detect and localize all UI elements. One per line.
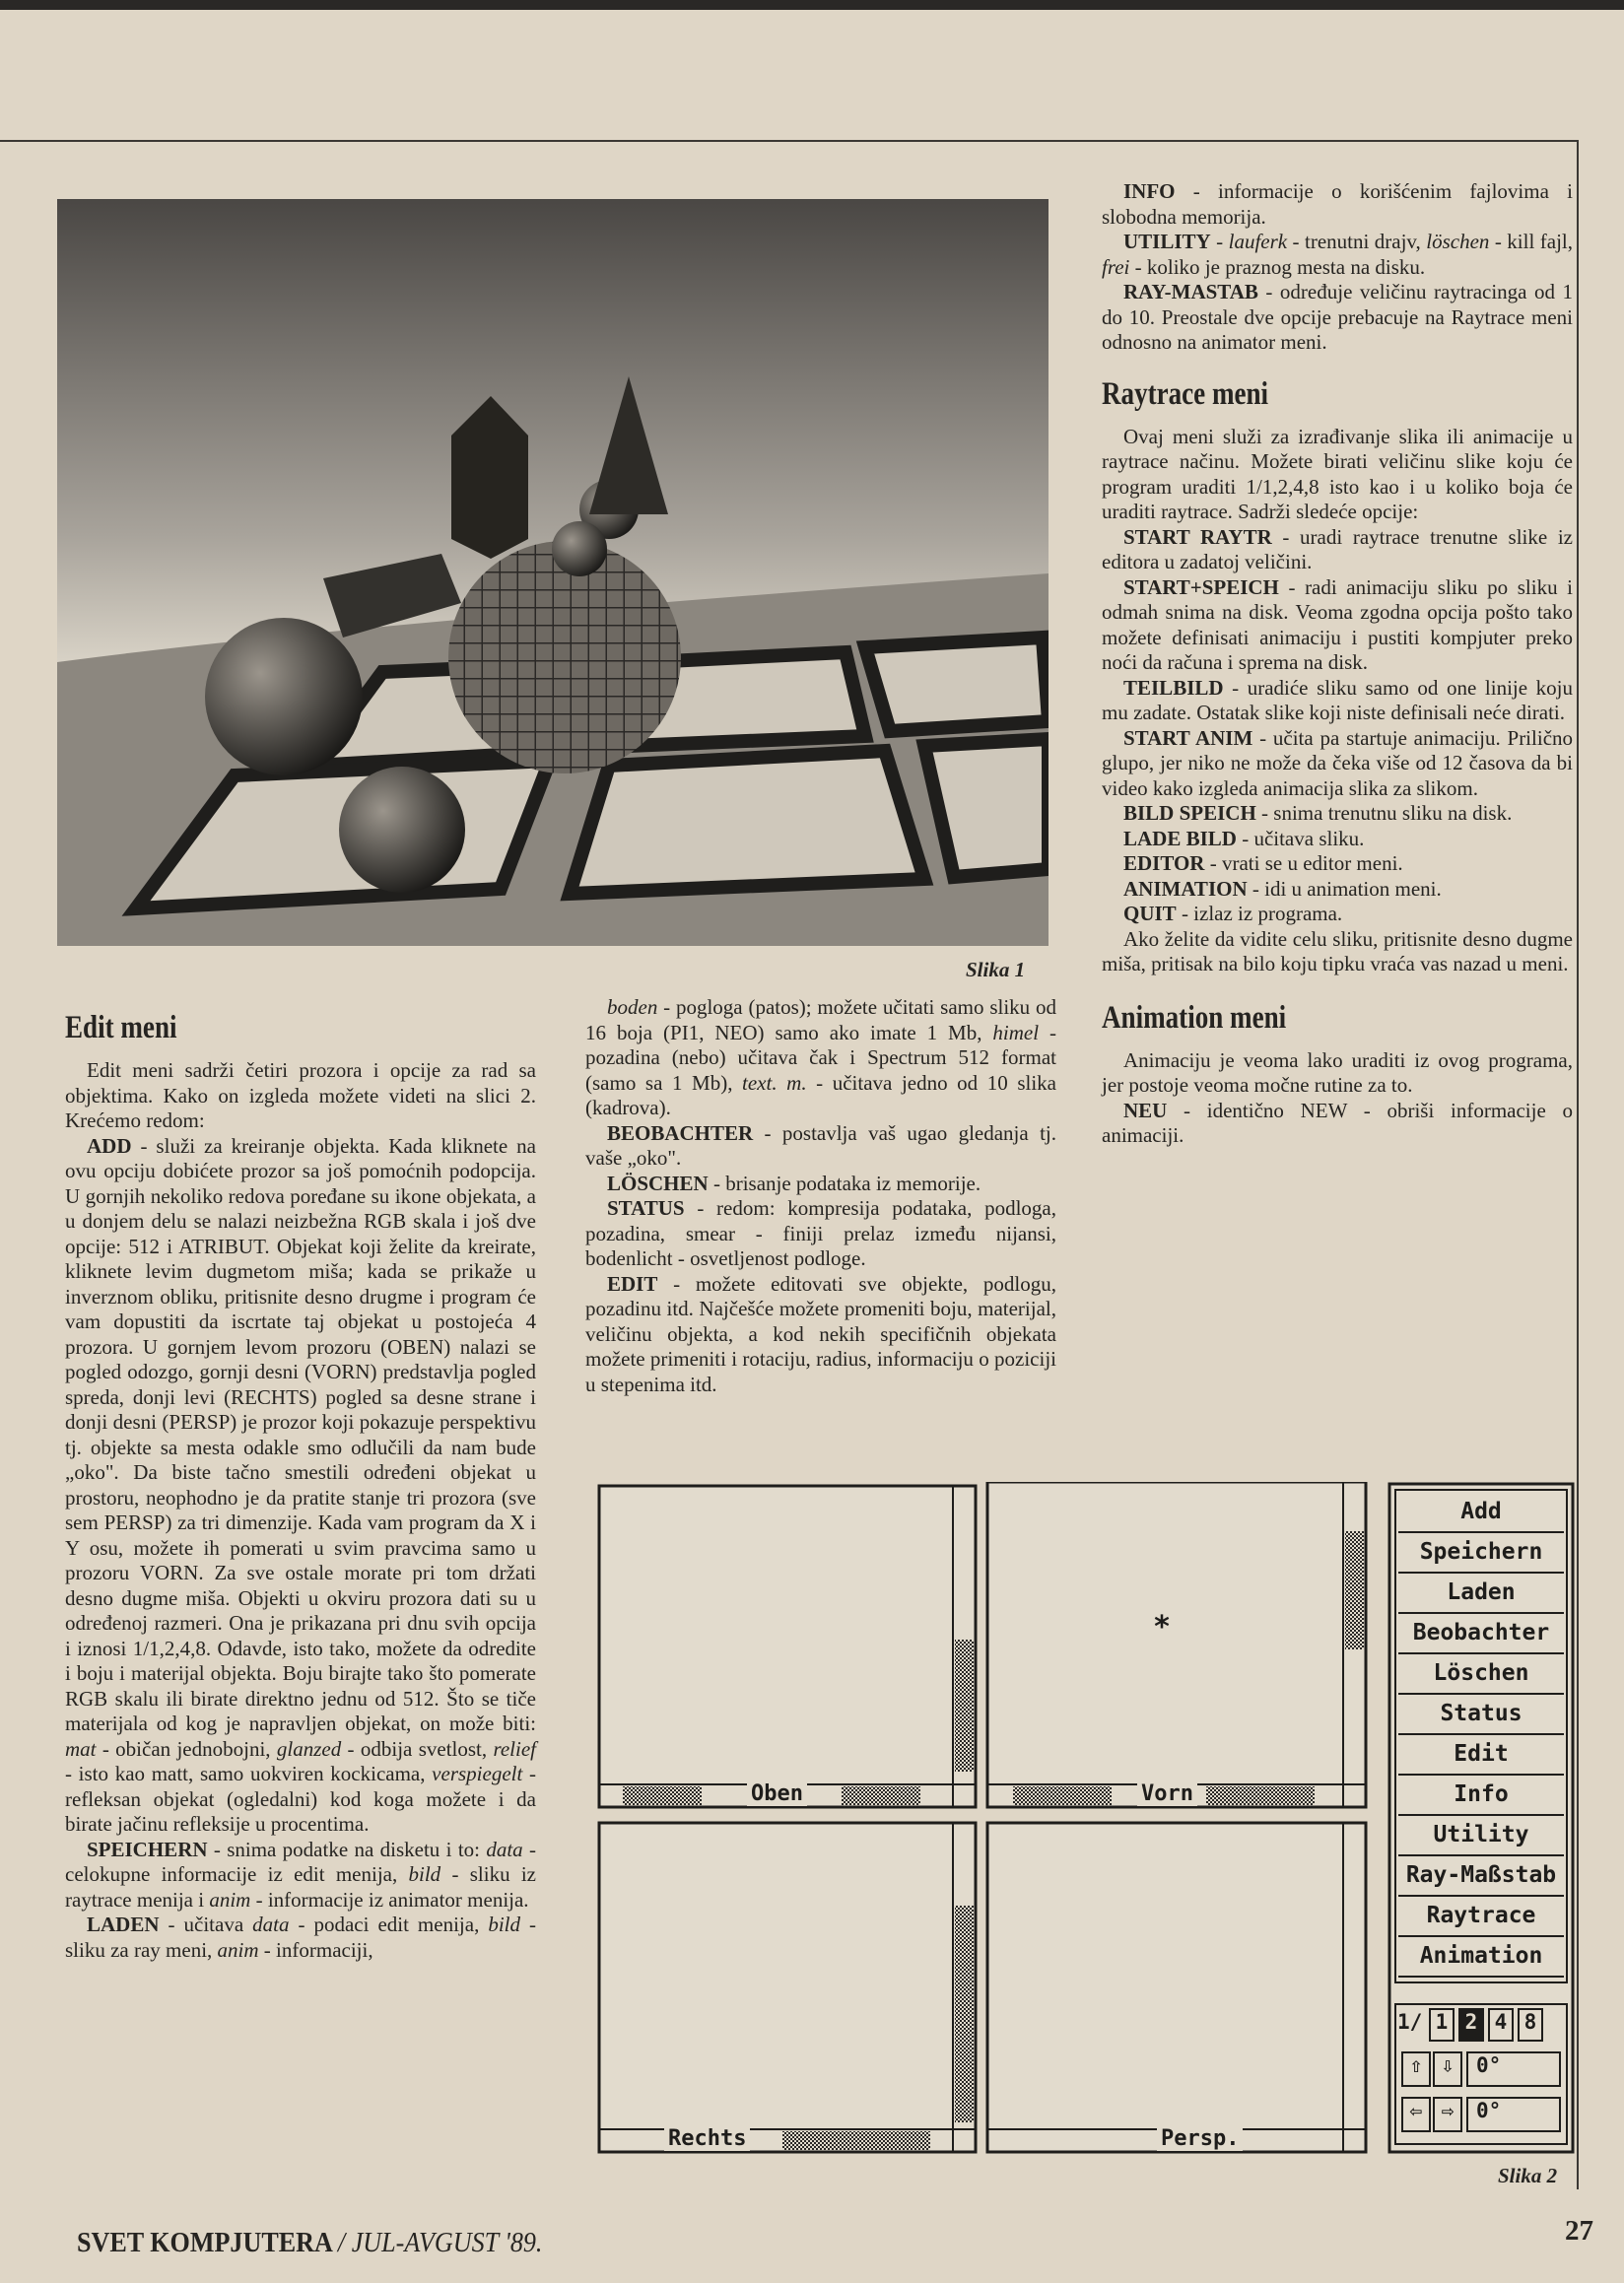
- footer-magazine: [77, 2227, 542, 2259]
- magazine-issue: / JUL-AVGUST '89.: [337, 2227, 543, 2258]
- text-run: - učita pa startuje animaciju. Prilično glupo, jer niko ne može da čeka više od 12 časova da bi video kako izgleda animacija slika za slikom.: [1102, 725, 1574, 800]
- paragraph: [1102, 902, 1573, 927]
- page-number: 27: [1565, 2215, 1593, 2247]
- emphasis: anim: [209, 1887, 251, 1912]
- animation-section-text: [1102, 1048, 1573, 1149]
- keyword: LADE BILD: [1123, 826, 1237, 850]
- menu-item-0[interactable]: Add: [1398, 1492, 1564, 1533]
- text-run: - idi u animation meni.: [1247, 876, 1442, 901]
- text-run: - identično NEW - obriši informacije o animaciji.: [1102, 1098, 1573, 1147]
- keyword: EDITOR: [1123, 851, 1205, 875]
- scale-prefix: 1/: [1397, 2010, 1423, 2034]
- angle-value-2: 0°: [1466, 2097, 1561, 2132]
- text-run: - izlaz iz programa.: [1176, 902, 1343, 925]
- emphasis: bild: [408, 1862, 441, 1886]
- keyword: START ANIM: [1123, 725, 1253, 750]
- paragraph: [1102, 827, 1573, 852]
- text-run: -: [1210, 230, 1229, 253]
- text-run: - pozadina (nebo) učitava čak i Spectrum 512 format (samo sa 1 Mb),: [585, 1020, 1056, 1095]
- window-rechts-title[interactable]: Rechts: [664, 2127, 750, 2151]
- scale-option-1[interactable]: 2: [1458, 2008, 1484, 2042]
- emphasis: anim: [217, 1937, 259, 1962]
- text-run: - podaci edit menija,: [289, 1913, 489, 1936]
- paragraph: [65, 1134, 536, 1838]
- page-frame-right: [1577, 140, 1579, 2189]
- text-run: Ovaj meni služi za izrađivanje slika ili animacije u raytrace načinu. Možete birati veličinu slike koju će program uraditi 1/1,2,4,8 isto kao i u koliko boja će uraditi raytrace. Sadrži sledeće opcije:: [1102, 424, 1573, 523]
- keyword: ADD: [87, 1133, 132, 1158]
- text-run: - informacije o korišćenim fajlovima i slobodna memorija.: [1102, 179, 1573, 229]
- paragraph: [585, 1272, 1056, 1398]
- text-run: - služi za kreiranje objekta. Kada kliknete na ovu opciju dobićete prozor sa još pomoćnih podopcija. U gornjih nekoliko redova poređane su ikone objekata, a u donjem delu se nalazi neizbežna RGB skala i još dve opcije: 512 i ATRIBUT. Objekat koji želite da kreirate, kliknete levim dugmetom miša; kada se prikaže u inverznom obliku, pritisnite desno drugme i program će vam dopustiti da iscrtate taj objekat u postojeća 4 prozora. U gornjem levom prozoru (OBEN) nalazi se pogled odozgo, gornji desni (VORN) predstavlja pogled spreda, donji levi (RECHTS) pogled sa desne strane i donji desni (PERSP) je prozor koji pokazuje perspektivu tj. objekte sa mesta odakle smo odlučili da nam bude „oko". Da biste tačno smestili određeni objekat u prostoru, neophodno je da pratite stanje tri prozora (sve sem PERSP) za tri dimenzije. Kada vam program da X i Y osu, možete ih pomerati u svim pravcima samo u prozoru VORN. Za sve ostale morate pri tom držati desno dugme miša. Objekti u okviru prozora dati su u određenoj razmeri. Ona je prikazana pri dnu svih opcija i iznosi 1/1,2,4,8. Odavde, isto tako, možete da odredite i boju i materijal objekta. Boju birajte tako što pomerate RGB skalu ili birate direktno jednu od 512. Što se tiče materijala od kog je napravljen objekat, on može biti:: [65, 1133, 536, 1735]
- emphasis: frei: [1102, 254, 1130, 279]
- keyword: START RAYTR: [1123, 524, 1272, 549]
- keyword: EDIT: [607, 1271, 658, 1296]
- keyword: INFO: [1123, 179, 1176, 203]
- right-column-intro: [1102, 179, 1573, 356]
- program-screenshot: [595, 1482, 1575, 2160]
- keyword: UTILITY: [1123, 230, 1211, 253]
- menu-item-5[interactable]: Status: [1398, 1694, 1564, 1735]
- keyword: RAY-MASTAB: [1123, 280, 1258, 303]
- raytrace-section-text: [1102, 425, 1573, 977]
- keyword: BILD SPEICH: [1123, 801, 1256, 825]
- paragraph: [1102, 179, 1573, 230]
- text-run: - uradi raytrace trenutne slike iz editora u zadatoj veličini.: [1102, 524, 1574, 573]
- paragraph: [1102, 1048, 1573, 1099]
- menu-item-7[interactable]: Info: [1398, 1775, 1564, 1816]
- text-run: - pogloga (patos); možete učitati samo sliku od 16 boja (PI1, NEO) samo ako imate 1 Mb,: [585, 995, 1056, 1044]
- paragraph: [1102, 927, 1573, 977]
- paragraph: [1102, 877, 1573, 903]
- text-run: - učitava: [159, 1913, 253, 1936]
- emphasis: boden: [607, 995, 658, 1019]
- keyword: START+SPEICH: [1123, 574, 1279, 599]
- arrow-right-icon[interactable]: ⇨: [1433, 2097, 1462, 2132]
- scale-option-3[interactable]: 8: [1518, 2008, 1543, 2042]
- paragraph: [585, 1121, 1056, 1172]
- text-run: - celokupne informacije iz edit menija,: [65, 1837, 536, 1886]
- text-run: - snima podatke na disketu i to:: [207, 1837, 487, 1861]
- paragraph: [65, 1838, 536, 1914]
- emphasis: verspiegelt: [432, 1762, 523, 1785]
- paragraph: [1102, 525, 1573, 575]
- emphasis: text. m.: [742, 1070, 807, 1095]
- text-run: - refleksan objekat (ogledalni) kod koga možete i da birate jačinu refleksije u procentima.: [65, 1762, 536, 1836]
- page-frame-top: [0, 140, 1579, 142]
- keyword: SPEICHERN: [87, 1837, 208, 1861]
- text-run: - odbija svetlost,: [341, 1736, 494, 1761]
- right-column: [1102, 179, 1573, 1149]
- paragraph: [585, 1172, 1056, 1197]
- paragraph: [1102, 575, 1573, 676]
- keyword: BEOBACHTER: [607, 1120, 754, 1145]
- text-run: - brisanje podataka iz memorije.: [708, 1171, 981, 1195]
- menu-item-1[interactable]: Speichern: [1398, 1532, 1564, 1574]
- animation-menu-heading: Animation meni: [1102, 999, 1287, 1036]
- text-run: - sliku za ray meni,: [65, 1913, 537, 1962]
- paragraph: [1102, 851, 1573, 877]
- paragraph: [1102, 1099, 1573, 1149]
- raytrace-menu-heading: Raytrace meni: [1102, 375, 1269, 412]
- text-run: - informacije iz animator menija.: [250, 1887, 529, 1912]
- keyword: TEILBILD: [1123, 675, 1224, 700]
- text-run: - možete editovati sve objekte, podlogu, pozadinu itd. Najčešće možete promeniti boju, materijal, veličinu objekta, a kod nekih specifičnih objekata možete primeniti i rotaciju, radius, informaciju o poziciji u stepenima itd.: [585, 1271, 1056, 1396]
- paragraph: [1102, 801, 1573, 827]
- raytrace-photo: [57, 199, 1049, 946]
- paragraph: [1102, 230, 1573, 280]
- menu-item-4[interactable]: Löschen: [1398, 1653, 1564, 1695]
- paragraph: [65, 1913, 536, 1963]
- paragraph: [1102, 726, 1573, 802]
- emphasis: lauferk: [1228, 230, 1288, 253]
- paragraph: [1102, 280, 1573, 356]
- text-run: - snima trenutnu sliku na disk.: [1255, 801, 1513, 825]
- text-run: - radi animaciju sliku po sliku i odmah snima na disk. Veoma zgodna opcija pošto tako možete definisati animaciju i pustiti kompjuter preko noći da računa i sprema na disk.: [1102, 574, 1573, 674]
- text-run: - učitava jedno od 10 slika (kadrova).: [585, 1070, 1056, 1119]
- text-run: - postavlja vaš ugao gledanja tj. vaše „oko".: [585, 1120, 1056, 1170]
- text-run: Edit meni sadrži četiri prozora i opcije za rad sa objektima. Kako on izgleda možete videti na slici 2. Krećemo redom:: [65, 1058, 536, 1132]
- emphasis: relief: [493, 1736, 537, 1761]
- angle-value-1: 0°: [1466, 2051, 1561, 2087]
- menu-item-3[interactable]: Beobachter: [1398, 1613, 1564, 1654]
- emphasis: data: [252, 1913, 290, 1936]
- emphasis: bild: [488, 1913, 521, 1936]
- keyword: NEU: [1123, 1098, 1168, 1122]
- figure1-caption: Slika 1: [966, 958, 1026, 981]
- menu-item-10[interactable]: Raytrace: [1398, 1896, 1564, 1937]
- menu-item-9[interactable]: Ray-Maßstab: [1398, 1855, 1564, 1897]
- paragraph: [1102, 425, 1573, 525]
- paragraph: [585, 995, 1056, 1121]
- emphasis: data: [486, 1837, 523, 1861]
- emphasis: himel: [992, 1020, 1040, 1044]
- text-run: - kill fajl,: [1489, 230, 1573, 253]
- scale-option-2[interactable]: 4: [1488, 2008, 1514, 2042]
- arrow-left-icon[interactable]: ⇦: [1401, 2097, 1431, 2132]
- emphasis: glanzed: [276, 1736, 342, 1761]
- magazine-name: SVET KOMPJUTERA: [77, 2227, 332, 2258]
- paragraph: [65, 1058, 536, 1134]
- menu-item-8[interactable]: Utility: [1398, 1815, 1564, 1856]
- text-run: Animaciju je veoma lako uraditi iz ovog programa, jer postoje veoma močne rutine za to.: [1102, 1047, 1573, 1097]
- left-column-text: [65, 1058, 536, 1963]
- keyword: STATUS: [607, 1196, 685, 1220]
- keyword: QUIT: [1123, 902, 1177, 925]
- arrow-down-icon[interactable]: ⇩: [1433, 2051, 1462, 2087]
- text-run: - trenutni drajv,: [1287, 230, 1427, 253]
- text-run: - vrati se u editor meni.: [1204, 851, 1403, 875]
- text-run: - običan jednobojni,: [96, 1736, 277, 1761]
- window-vorn-title[interactable]: Vorn: [1137, 1782, 1197, 1806]
- text-run: - sliku iz raytrace menija i: [65, 1862, 537, 1912]
- text-run: - isto kao matt, samo uokviren kockicama,: [65, 1762, 433, 1785]
- text-run: - koliko je praznog mesta na disku.: [1129, 254, 1426, 279]
- paragraph: [585, 1196, 1056, 1272]
- menu-item-11[interactable]: Animation: [1398, 1936, 1564, 1978]
- observer-marker-icon: *: [1153, 1610, 1172, 1645]
- text-run: Ako želite da vidite celu sliku, pritisnite desno dugme miša, pritisak na bilo koju tipku vraća vas nazad u meni.: [1102, 926, 1573, 975]
- scale-option-0[interactable]: 1: [1429, 2008, 1455, 2042]
- left-column: [65, 1009, 536, 1963]
- arrow-up-icon[interactable]: ⇧: [1401, 2051, 1431, 2087]
- text-run: - uradiće sliku samo od one linije koju mu zadate. Ostatak slike koji niste definisali neće dirati.: [1102, 675, 1573, 724]
- figure2-caption: Slika 2: [1498, 2164, 1558, 2187]
- emphasis: löschen: [1426, 230, 1490, 253]
- text-run: - informaciji,: [258, 1937, 373, 1962]
- keyword: LADEN: [87, 1913, 160, 1936]
- paragraph: [1102, 676, 1573, 726]
- keyword: ANIMATION: [1123, 876, 1248, 901]
- edit-menu-heading: Edit meni: [65, 1010, 177, 1045]
- top-edge: [0, 0, 1624, 10]
- emphasis: mat: [65, 1736, 97, 1761]
- middle-column-text: [585, 995, 1056, 1397]
- window-persp-title[interactable]: Persp.: [1157, 2127, 1243, 2151]
- keyword: LÖSCHEN: [607, 1171, 709, 1195]
- menu-item-2[interactable]: Laden: [1398, 1573, 1564, 1614]
- text-run: - određuje veličinu raytracinga od 1 do 10. Preostale dve opcije prebacuje na Raytrace meni odnosno na animator meni.: [1102, 280, 1573, 354]
- menu-item-6[interactable]: Edit: [1398, 1734, 1564, 1776]
- text-run: - redom: kompresija podataka, podloga, pozadina, smear - finiji prelaz između nijansi, bodenlicht - osvetljenost podloge.: [585, 1196, 1056, 1270]
- window-oben-title[interactable]: Oben: [747, 1782, 807, 1806]
- text-run: - učitava sliku.: [1236, 826, 1365, 850]
- middle-column: [585, 995, 1056, 1397]
